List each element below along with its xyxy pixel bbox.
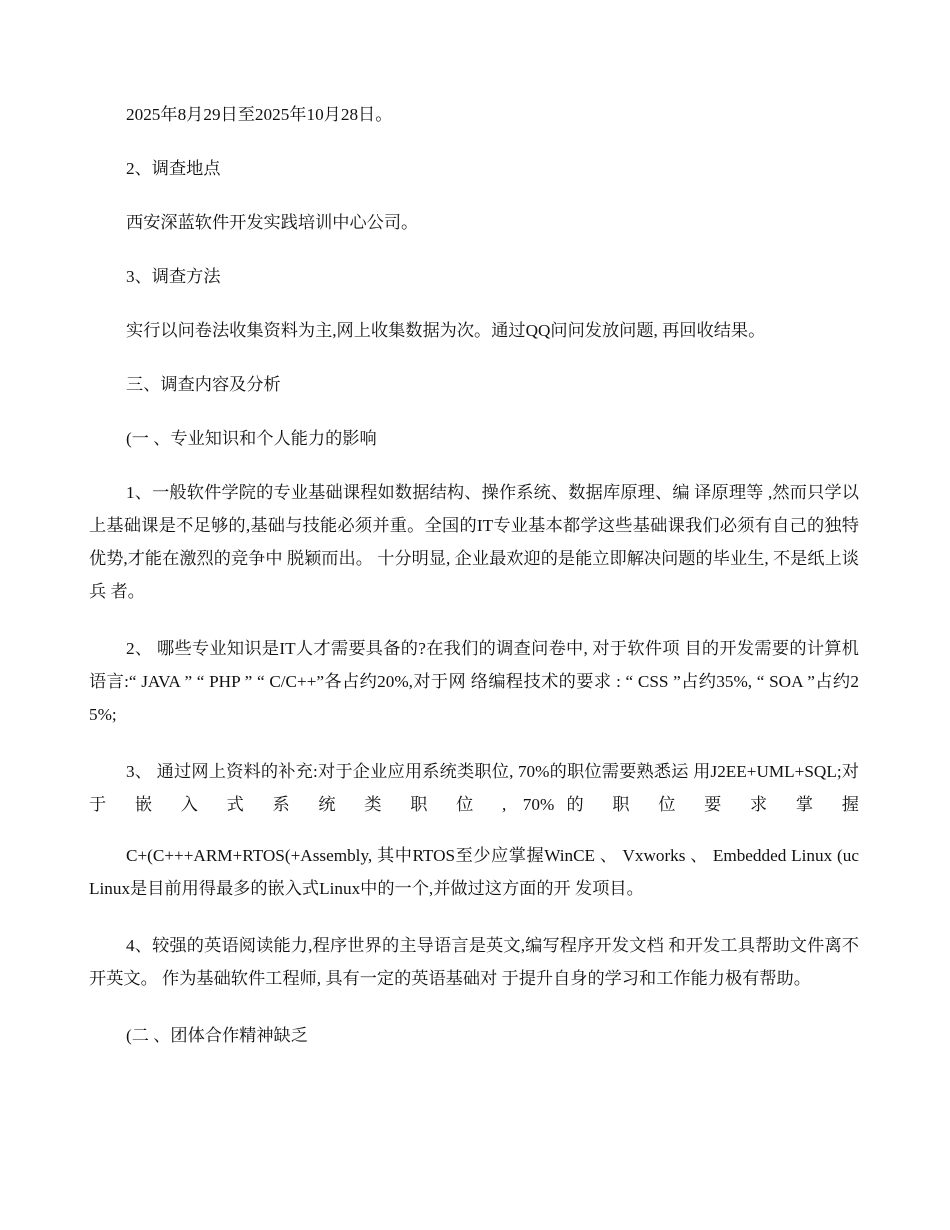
subheading-teamwork: (二 、团体合作精神缺乏 [126, 1026, 308, 1045]
subheading-knowledge-ability: (一 、专业知识和个人能力的影响 [126, 429, 377, 448]
paragraph-required-skills: 2、 哪些专业知识是IT人才需要具备的?在我们的调查问卷中, 对于软件项 目的开发需要的计算机语言:“ JAVA ” “ PHP ” “ C/C++”各占约20%,对于网 络编程技术的要求 : “ CSS ”占约35%, “ SOA ”占约25%; [89, 639, 859, 724]
paragraph-basic-courses: 1、一般软件学院的专业基础课程如数据结构、操作系统、数据库原理、编 译原理等 ,然而只学以上基础课是不足够的,基础与技能必须并重。全国的IT专业基本都学这些基础课我们必须有自己的独特优势,才能在激烈的竞争中 脱颖而出。 十分明显, 企业最欢迎的是能立即解决问题的毕业生, 不是纸上谈兵 者。 [89, 483, 859, 601]
paragraph-online-data: 3、 通过网上资料的补充:对于企业应用系统类职位, 70%的职位需要熟悉运 用J2EE+UML+SQL;对 于 嵌 入 式 系 统 类 职 位 , 70%的 职 位 要 求 掌 握 [89, 762, 859, 814]
paragraph-english-ability: 4、较强的英语阅读能力,程序世界的主导语言是英文,编写程序开发文档 和开发工具帮助文件离不开英文。 作为基础软件工程师, 具有一定的英语基础对 于提升自身的学习和工作能力极有帮助。 [89, 936, 859, 988]
heading-survey-location: 2、调查地点 [126, 159, 221, 178]
heading-survey-method: 3、调查方法 [126, 267, 221, 286]
document-body [89, 98, 859, 1052]
survey-date-range: 2025年8月29日至2025年10月28日。 [126, 105, 393, 124]
survey-location-text: 西安深蓝软件开发实践培训中心公司。 [126, 213, 419, 232]
survey-method-text: 实行以问卷法收集资料为主,网上收集数据为次。通过QQ问问发放问题, 再回收结果。 [126, 321, 766, 340]
heading-survey-content: 三、调查内容及分析 [126, 375, 281, 394]
paragraph-embedded-systems: C+(C+++ARM+RTOS(+Assembly, 其中RTOS至少应掌握WinCE 、 Vxworks 、 Embedded Linux (ucLinux是目前用得最多的嵌入式Linux中的一个,并做过这方面的开 发项目。 [89, 846, 859, 898]
